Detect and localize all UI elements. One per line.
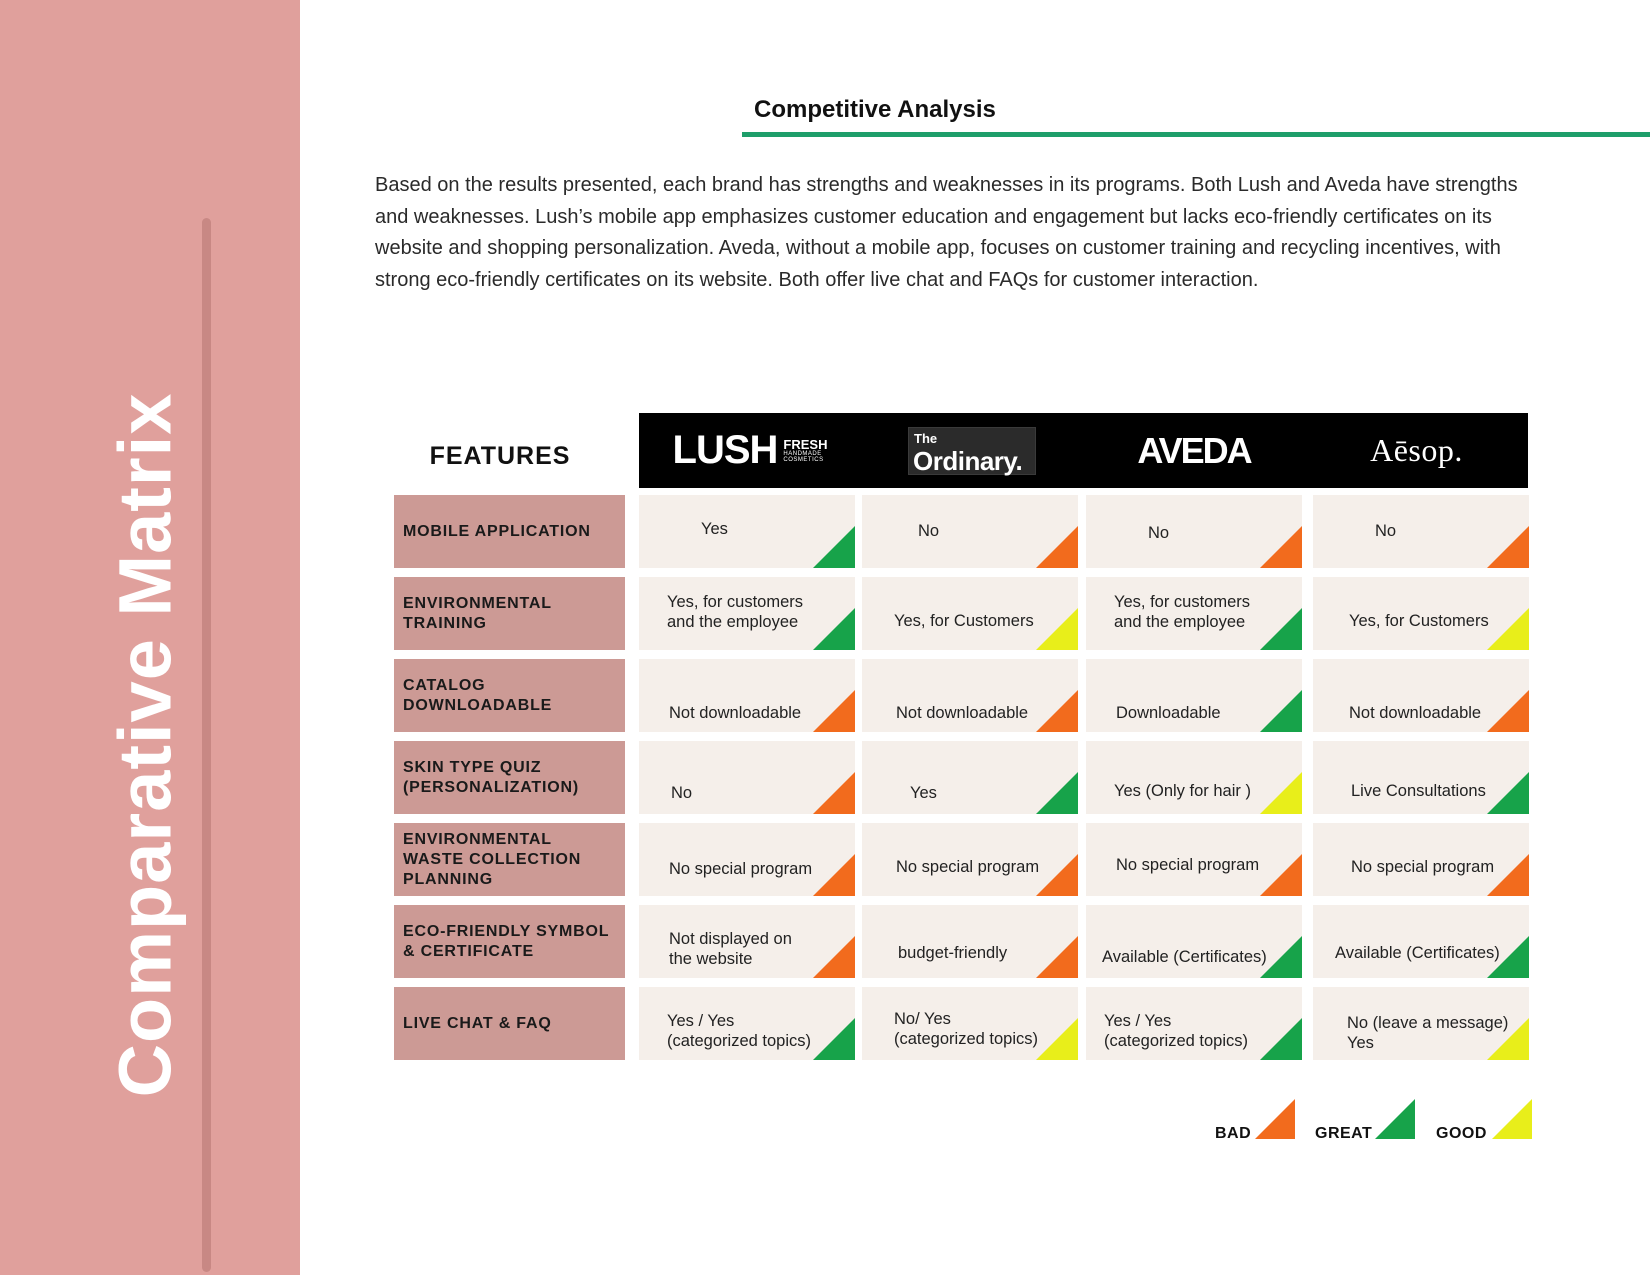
matrix-cell-lush [639, 495, 855, 568]
matrix-cell-aesop [1313, 577, 1529, 650]
cell-text: Yes / Yes (categorized topics) [1104, 1012, 1248, 1050]
rating-great-icon [1260, 1018, 1302, 1060]
rating-bad-icon [1036, 936, 1078, 978]
brand-lush-logo [639, 413, 861, 488]
cell-text: Not displayed on the website [669, 930, 792, 968]
feature-label: MOBILE APPLICATION [394, 495, 625, 568]
matrix-cell-ordinary [862, 741, 1078, 814]
rating-good-icon [1487, 608, 1529, 650]
matrix-cell-aesop [1313, 741, 1529, 814]
matrix-cell-aveda [1086, 659, 1302, 732]
sidebar [0, 0, 300, 1275]
rating-bad-icon [1260, 526, 1302, 568]
rating-great-icon [813, 526, 855, 568]
rating-good-icon [1036, 608, 1078, 650]
cell-text: No [918, 522, 940, 540]
feature-label: SKIN TYPE QUIZ (PERSONALIZATION) [394, 741, 625, 814]
rating-bad-icon [1036, 690, 1078, 732]
rating-great-icon [813, 1018, 855, 1060]
matrix-cell-lush [639, 741, 855, 814]
matrix-cell-aesop [1313, 495, 1529, 568]
heading-underline [742, 132, 1650, 137]
cell-text: Yes, for Customers [1349, 612, 1489, 630]
aveda-wordmark: AVEDA [1137, 429, 1251, 471]
cell-text: Yes, for Customers [894, 612, 1034, 630]
cell-text: No special program [896, 858, 1040, 876]
ordinary-prefix: The [914, 430, 938, 446]
legend-good-label: GOOD [1436, 1125, 1487, 1142]
cell-text: Yes [910, 784, 937, 802]
rating-bad-icon [813, 936, 855, 978]
feature-label: CATALOG DOWNLOADABLE [394, 659, 625, 732]
cell-text: Live Consultations [1351, 782, 1486, 800]
legend-bad-label: BAD [1215, 1125, 1252, 1142]
rating-great-icon [1260, 690, 1302, 732]
matrix-cell-lush [639, 659, 855, 732]
legend-great-label: GREAT [1315, 1125, 1373, 1142]
cell-text: Not downloadable [669, 704, 802, 722]
cell-text: No special program [1116, 856, 1260, 874]
matrix-cell-aveda [1086, 823, 1302, 896]
brand-ordinary-logo [861, 413, 1083, 488]
legend-great-icon [1375, 1099, 1415, 1139]
rating-bad-icon [813, 854, 855, 896]
feature-label: LIVE CHAT & FAQ [394, 987, 625, 1060]
matrix-cell-aveda [1086, 741, 1302, 814]
features-column-header: FEATURES [429, 442, 571, 470]
lush-tagline [783, 438, 827, 463]
lush-wordmark: LUSH [672, 428, 778, 472]
cell-text: No special program [669, 860, 813, 878]
matrix-cell-ordinary [862, 495, 1078, 568]
cell-text: Yes, for customers and the employee [1114, 593, 1251, 631]
ordinary-wordmark: Ordinary. [913, 445, 1023, 476]
matrix-cell-aveda [1086, 905, 1302, 978]
feature-label: ECO-FRIENDLY SYMBOL & CERTIFICATE [394, 905, 625, 978]
aesop-wordmark: Aēsop. [1370, 432, 1463, 468]
matrix-cell-lush [639, 905, 855, 978]
legend-bad-icon [1255, 1099, 1295, 1139]
rating-bad-icon [1036, 526, 1078, 568]
matrix-cell-aesop [1313, 823, 1529, 896]
feature-label: ENVIRONMENTAL WASTE COLLECTION PLANNING [394, 823, 625, 896]
rating-good-icon [1260, 772, 1302, 814]
cell-text: Yes, for customers and the employee [667, 593, 804, 631]
cell-text: No special program [1351, 858, 1495, 876]
rating-great-icon [1036, 772, 1078, 814]
ordinary-logo-box [908, 427, 1036, 475]
matrix-cell-aveda [1086, 577, 1302, 650]
brand-aveda-logo [1083, 413, 1305, 488]
matrix-cell-ordinary [862, 577, 1078, 650]
cell-text: No [671, 784, 693, 802]
rating-great-icon [813, 608, 855, 650]
rating-bad-icon [813, 772, 855, 814]
rating-good-icon [1036, 1018, 1078, 1060]
rating-bad-icon [1036, 854, 1078, 896]
lush-tag-fresh: FRESH [783, 437, 828, 452]
cell-text: budget-friendly [898, 944, 1008, 962]
sidebar-title: Comparative Matrix [103, 392, 187, 1098]
cell-text: Available (Certificates) [1335, 944, 1500, 962]
section-heading: Competitive Analysis [754, 96, 996, 123]
matrix-cell-lush [639, 823, 855, 896]
matrix-cell-aesop [1313, 905, 1529, 978]
intro-paragraph: Based on the results presented, each brand has strengths and weaknesses in its programs. Both Lush and Aveda have strengths and weaknesses. Lush’s mobile app emphasizes customer education and engagement but lacks eco-friendly certificates on its website and shopping personalization. Aveda, without a mobile app, focuses on customer training and recycling incentives, with strong eco-friendly certificates on its website. Both offer live chat and FAQs for customer interaction. [375, 174, 1518, 291]
rating-bad-icon [1487, 526, 1529, 568]
cell-text: Not downloadable [1349, 704, 1482, 722]
matrix-cell-ordinary [862, 905, 1078, 978]
cell-text: Not downloadable [896, 704, 1029, 722]
cell-text: Yes [701, 520, 728, 538]
cell-text: No/ Yes (categorized topics) [894, 1010, 1038, 1048]
matrix-cell-lush [639, 987, 855, 1060]
lush-tag-cosmetics: COSMETICS [783, 457, 824, 463]
legend-good-icon [1492, 1099, 1532, 1139]
cell-text: No [1375, 522, 1397, 540]
cell-text: Yes (Only for hair ) [1114, 782, 1251, 800]
matrix-cell-aesop [1313, 987, 1529, 1060]
rating-bad-icon [813, 690, 855, 732]
brand-aesop-logo [1305, 413, 1528, 488]
cell-text: No [1148, 524, 1170, 542]
matrix-cell-ordinary [862, 823, 1078, 896]
cell-text: Yes / Yes (categorized topics) [667, 1012, 811, 1050]
lush-tag-handmade: HANDMADE [783, 451, 822, 457]
feature-label: ENVIRONMENTAL TRAINING [394, 577, 625, 650]
matrix-cell-ordinary [862, 987, 1078, 1060]
rating-bad-icon [1487, 690, 1529, 732]
cell-text: Available (Certificates) [1102, 948, 1267, 966]
matrix-cell-aesop [1313, 659, 1529, 732]
cell-text: Downloadable [1116, 704, 1221, 722]
brand-header-bar [639, 413, 1528, 488]
rating-great-icon [1487, 772, 1529, 814]
matrix-cell-aveda [1086, 495, 1302, 568]
matrix-cell-ordinary [862, 659, 1078, 732]
matrix-cell-lush [639, 577, 855, 650]
rating-bad-icon [1260, 854, 1302, 896]
sidebar-divider [202, 218, 211, 1272]
rating-great-icon [1260, 608, 1302, 650]
matrix-cell-aveda [1086, 987, 1302, 1060]
cell-text: No (leave a message) Yes [1347, 1014, 1509, 1052]
